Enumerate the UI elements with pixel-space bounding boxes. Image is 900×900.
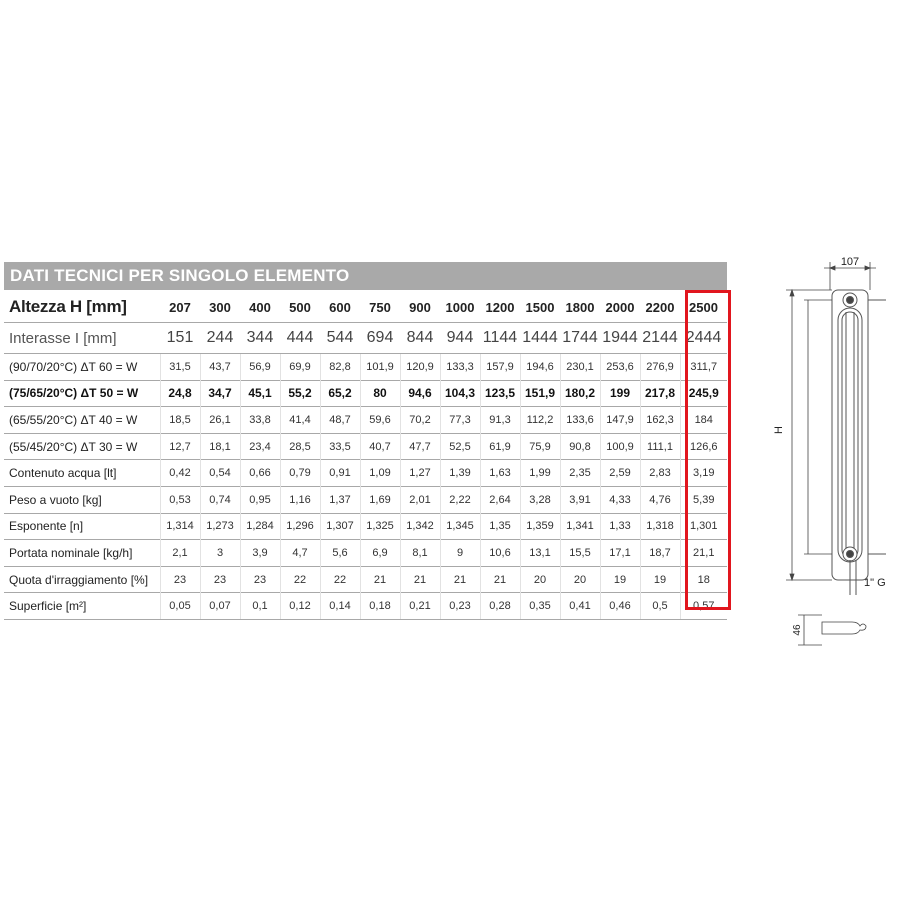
table-cell: 1000 (445, 299, 475, 315)
table-row (4, 380, 727, 407)
table-cell: 0,1 (240, 593, 280, 620)
table-cell: 19 (600, 566, 640, 593)
table-cell: 3,19 (680, 460, 727, 487)
table-cell: 45,1 (240, 380, 280, 407)
table-cell: 0,21 (400, 593, 440, 620)
table-cell: 1444 (520, 323, 560, 354)
row-label: Peso a vuoto [kg] (4, 486, 160, 513)
table-cell: 41,4 (280, 407, 320, 434)
table-cell: 80 (360, 380, 400, 407)
table-cell: 1144 (480, 323, 520, 354)
width-label: 107 (840, 256, 860, 268)
table-cell: 111,1 (640, 433, 680, 460)
table-cell: 0,12 (280, 593, 320, 620)
table-cell: 1,37 (320, 486, 360, 513)
table-cell: 15,5 (560, 540, 600, 567)
table-cell: 199 (600, 380, 640, 407)
table-cell: 2,59 (600, 460, 640, 487)
height-label: H (773, 426, 785, 434)
table-cell: 0,57 (680, 593, 727, 620)
table-cell: 0,66 (240, 460, 280, 487)
table-row (4, 460, 727, 487)
table-cell: 2,01 (400, 486, 440, 513)
table-cell: 194,6 (520, 354, 560, 381)
row-label: Contenuto acqua [lt] (4, 460, 160, 487)
table-cell: 0,14 (320, 593, 360, 620)
table-cell: 123,5 (480, 380, 520, 407)
table-cell: 344 (240, 323, 280, 354)
table-cell: 4,7 (280, 540, 320, 567)
table-cell: 23 (240, 566, 280, 593)
table-cell: 18 (680, 566, 727, 593)
table-cell: 0,23 (440, 593, 480, 620)
table-cell: 2000 (605, 299, 635, 315)
table-cell: 23 (200, 566, 240, 593)
table-row (4, 540, 727, 567)
table-cell: 23 (160, 566, 200, 593)
table-cell: 750 (369, 299, 391, 315)
height-dimension (786, 290, 832, 580)
table-cell: 13,1 (520, 540, 560, 567)
table-cell: 24,8 (160, 380, 200, 407)
table-cell: 100,9 (600, 433, 640, 460)
radiator-dimension-drawing (760, 250, 900, 670)
table-cell: 1,35 (480, 513, 520, 540)
table-cell: 600 (329, 299, 351, 315)
interasse-row (4, 323, 727, 354)
table-cell: 230,1 (560, 354, 600, 381)
table-cell: 26,1 (200, 407, 240, 434)
table-cell: 0,74 (200, 486, 240, 513)
table-cell: 2,35 (560, 460, 600, 487)
table-cell: 0,54 (200, 460, 240, 487)
table-cell: 126,6 (680, 433, 727, 460)
table-cell: 900 (409, 299, 431, 315)
highlight-column-2500 (685, 290, 731, 610)
radiator-element (832, 290, 886, 595)
row-label: Portata nominale [kg/h] (4, 540, 160, 567)
table-row (4, 593, 727, 620)
table-cell: 22 (280, 566, 320, 593)
table-cell: 48,7 (320, 407, 360, 434)
table-cell: 21,1 (680, 540, 727, 567)
row-label: Superficie [m²] (4, 593, 160, 620)
table-cell: 47,7 (400, 433, 440, 460)
table-cell: 694 (360, 323, 400, 354)
table-cell: 1,99 (520, 460, 560, 487)
table-cell: 31,5 (160, 354, 200, 381)
table-cell: 0,46 (600, 593, 640, 620)
depth-label: 46 (792, 624, 803, 636)
table-cell: 1,273 (200, 513, 240, 540)
table-cell: 844 (400, 323, 440, 354)
table-cell: 19 (640, 566, 680, 593)
table-cell: 0,41 (560, 593, 600, 620)
table-cell: 1744 (560, 323, 600, 354)
table-cell: 217,8 (640, 380, 680, 407)
table-cell: 1,342 (400, 513, 440, 540)
table-cell: 253,6 (600, 354, 640, 381)
table-cell: 82,8 (320, 354, 360, 381)
table-cell: 8,1 (400, 540, 440, 567)
row-label: (55/45/20°C) ΔT 30 = W (4, 433, 160, 460)
table-cell: 311,7 (680, 354, 727, 381)
table-cell: 0,35 (520, 593, 560, 620)
table-cell: 40,7 (360, 433, 400, 460)
table-cell: 90,8 (560, 433, 600, 460)
table-cell: 1,09 (360, 460, 400, 487)
table-cell: 20 (520, 566, 560, 593)
table-row (4, 513, 727, 540)
table-cell: 10,6 (480, 540, 520, 567)
table-cell: 276,9 (640, 354, 680, 381)
table-cell: 2,22 (440, 486, 480, 513)
table-cell: 244 (200, 323, 240, 354)
row-label: Altezza H [mm] (9, 297, 127, 316)
table-cell: 101,9 (360, 354, 400, 381)
table-cell: 1500 (525, 299, 555, 315)
table-cell: 0,28 (480, 593, 520, 620)
table-cell: 5,39 (680, 486, 727, 513)
table-cell: 33,5 (320, 433, 360, 460)
table-cell: 944 (440, 323, 480, 354)
table-cell: 4,76 (640, 486, 680, 513)
table-cell: 59,6 (360, 407, 400, 434)
technical-data-table (4, 292, 727, 620)
header-row (4, 292, 727, 323)
table-cell: 3,9 (240, 540, 280, 567)
table-cell: 1,33 (600, 513, 640, 540)
table-cell: 2,64 (480, 486, 520, 513)
table-cell: 120,9 (400, 354, 440, 381)
table-cell: 34,7 (200, 380, 240, 407)
table-cell: 12,7 (160, 433, 200, 460)
table-cell: 0,5 (640, 593, 680, 620)
table-cell: 1,314 (160, 513, 200, 540)
table-cell: 2,1 (160, 540, 200, 567)
table-cell: 75,9 (520, 433, 560, 460)
table-cell: 1,341 (560, 513, 600, 540)
table-cell: 151 (160, 323, 200, 354)
table-row (4, 486, 727, 513)
table-cell: 43,7 (200, 354, 240, 381)
table-cell: 1,284 (240, 513, 280, 540)
connection-label: 1" G (864, 577, 886, 589)
table-cell: 162,3 (640, 407, 680, 434)
table-cell: 544 (320, 323, 360, 354)
table-cell: 1944 (600, 323, 640, 354)
table-cell: 21 (400, 566, 440, 593)
table-cell: 4,33 (600, 486, 640, 513)
table-cell: 0,42 (160, 460, 200, 487)
table-cell: 180,2 (560, 380, 600, 407)
table-cell: 18,1 (200, 433, 240, 460)
table-cell: 1,301 (680, 513, 727, 540)
table-cell: 1,69 (360, 486, 400, 513)
table-cell: 65,2 (320, 380, 360, 407)
row-label: (75/65/20°C) ΔT 50 = W (4, 380, 160, 407)
table-cell: 0,07 (200, 593, 240, 620)
table-cell: 1800 (565, 299, 595, 315)
table-cell: 184 (680, 407, 727, 434)
table-cell: 70,2 (400, 407, 440, 434)
row-label: (65/55/20°C) ΔT 40 = W (4, 407, 160, 434)
table-cell: 0,18 (360, 593, 400, 620)
table-cell: 2,83 (640, 460, 680, 487)
table-cell: 0,53 (160, 486, 200, 513)
table-cell: 0,95 (240, 486, 280, 513)
table-cell: 21 (480, 566, 520, 593)
table-cell: 3,28 (520, 486, 560, 513)
table-cell: 400 (249, 299, 271, 315)
table-cell: 500 (289, 299, 311, 315)
table-cell: 444 (280, 323, 320, 354)
table-cell: 61,9 (480, 433, 520, 460)
table-cell: 1,359 (520, 513, 560, 540)
table-row (4, 354, 727, 381)
table-cell: 18,7 (640, 540, 680, 567)
table-cell: 1,296 (280, 513, 320, 540)
table-cell: 94,6 (400, 380, 440, 407)
row-label: Esponente [n] (4, 513, 160, 540)
table-cell: 56,9 (240, 354, 280, 381)
table-cell: 0,79 (280, 460, 320, 487)
table-cell: 112,2 (520, 407, 560, 434)
table-cell: 5,6 (320, 540, 360, 567)
table-cell: 77,3 (440, 407, 480, 434)
table-cell: 1,325 (360, 513, 400, 540)
table-cell: 3 (200, 540, 240, 567)
table-cell: 9 (440, 540, 480, 567)
row-label: Quota d'irraggiamento [%] (4, 566, 160, 593)
table-cell: 0,05 (160, 593, 200, 620)
table-cell: 17,1 (600, 540, 640, 567)
section-view (798, 615, 866, 645)
table-cell: 104,3 (440, 380, 480, 407)
table-cell: 0,91 (320, 460, 360, 487)
table-cell: 69,9 (280, 354, 320, 381)
table-cell: 22 (320, 566, 360, 593)
table-row (4, 433, 727, 460)
table-cell: 207 (169, 299, 191, 315)
table-cell: 2500 (689, 299, 718, 315)
table-cell: 151,9 (520, 380, 560, 407)
table-cell: 21 (440, 566, 480, 593)
table-cell: 6,9 (360, 540, 400, 567)
table-cell: 2200 (645, 299, 675, 315)
table-cell: 1,16 (280, 486, 320, 513)
table-cell: 2444 (680, 323, 727, 354)
table-cell: 1,345 (440, 513, 480, 540)
table-cell: 1,63 (480, 460, 520, 487)
table-cell: 91,3 (480, 407, 520, 434)
table-cell: 1,27 (400, 460, 440, 487)
table-row (4, 407, 727, 434)
row-label: (90/70/20°C) ΔT 60 = W (4, 354, 160, 381)
table-cell: 133,6 (560, 407, 600, 434)
table-cell: 55,2 (280, 380, 320, 407)
table-cell: 52,5 (440, 433, 480, 460)
table-cell: 21 (360, 566, 400, 593)
table-cell: 33,8 (240, 407, 280, 434)
table-cell: 1,318 (640, 513, 680, 540)
table-cell: 1,39 (440, 460, 480, 487)
table-cell: 1200 (485, 299, 515, 315)
table-cell: 245,9 (680, 380, 727, 407)
table-cell: 20 (560, 566, 600, 593)
table-cell: 133,3 (440, 354, 480, 381)
table-cell: 2144 (640, 323, 680, 354)
table-cell: 18,5 (160, 407, 200, 434)
table-row (4, 566, 727, 593)
table-cell: 23,4 (240, 433, 280, 460)
table-cell: 157,9 (480, 354, 520, 381)
table-cell: 28,5 (280, 433, 320, 460)
table-title: DATI TECNICI PER SINGOLO ELEMENTO (4, 262, 727, 290)
table-cell: 300 (209, 299, 231, 315)
row-label: Interasse I [mm] (4, 323, 160, 354)
table-cell: 3,91 (560, 486, 600, 513)
table-cell: 147,9 (600, 407, 640, 434)
table-cell: 1,307 (320, 513, 360, 540)
